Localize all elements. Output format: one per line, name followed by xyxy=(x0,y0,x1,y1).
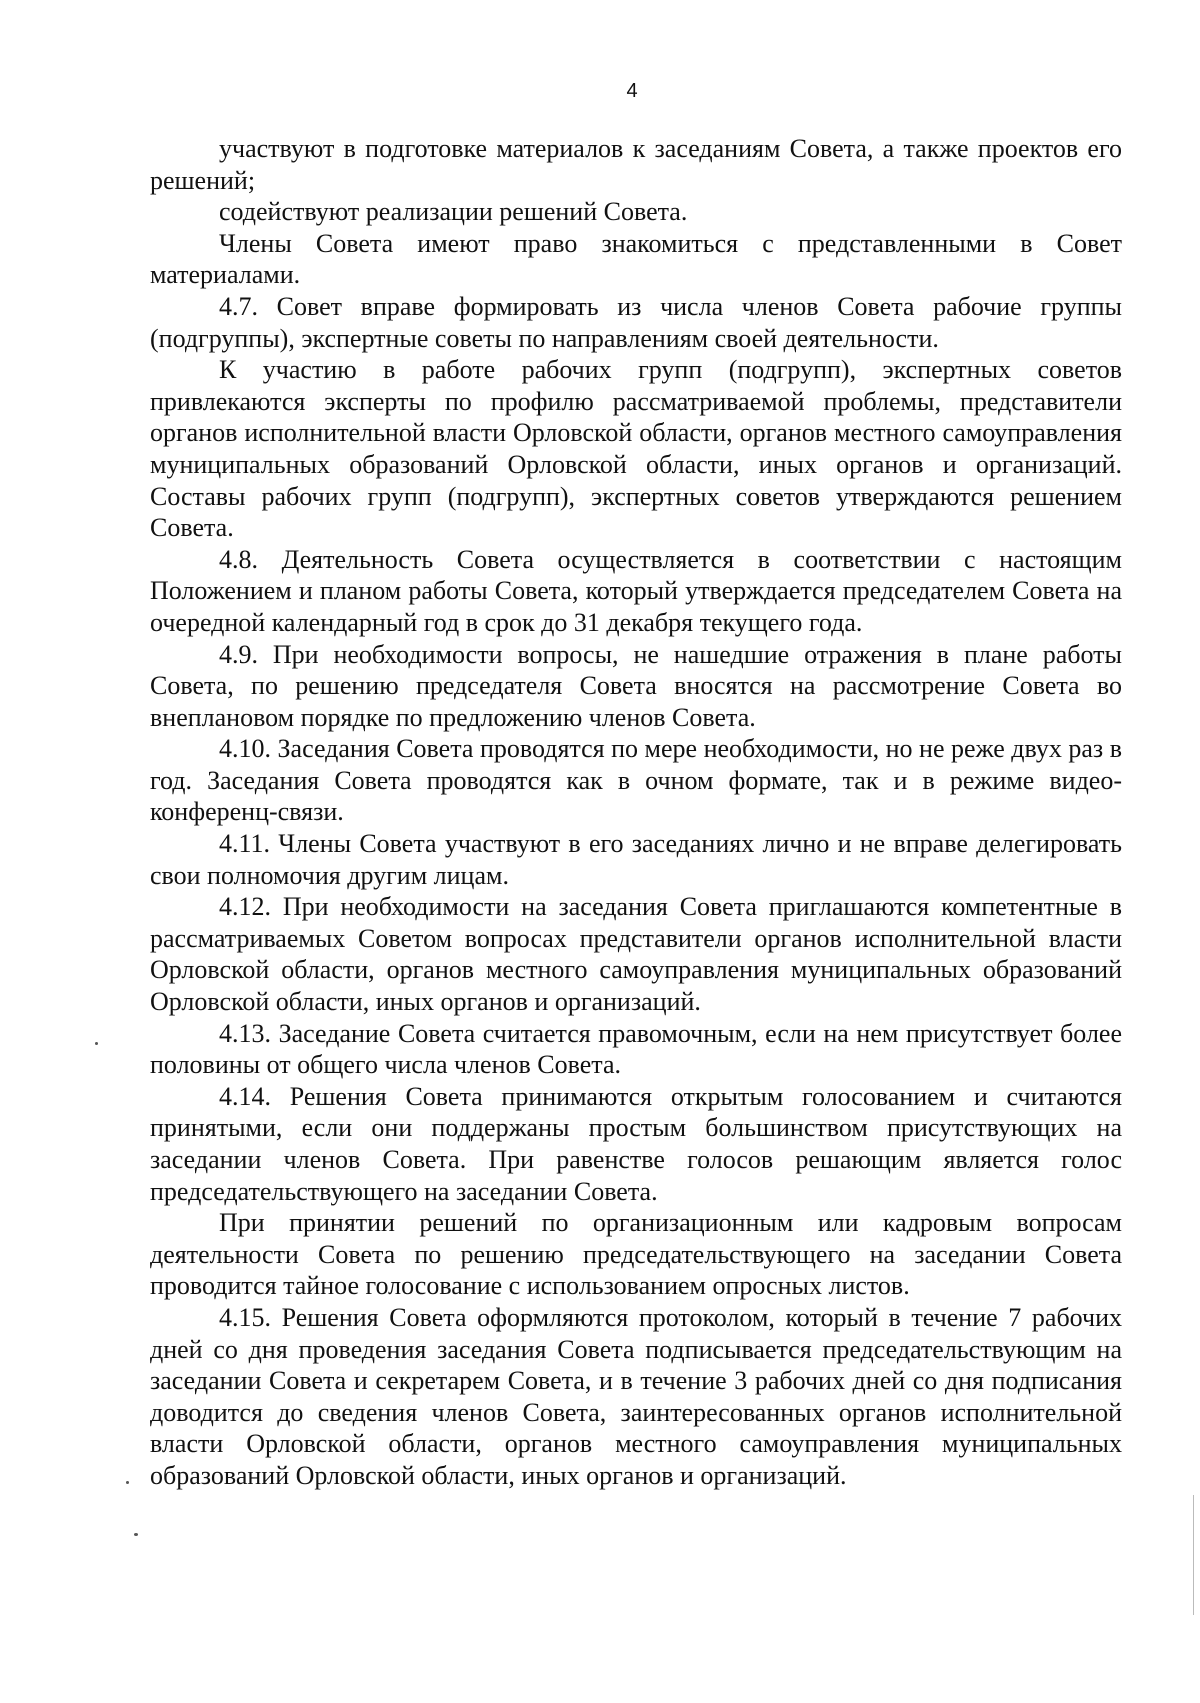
page-number: 4 xyxy=(626,80,638,102)
document-body xyxy=(150,133,1122,1492)
paragraph: 4.13. Заседание Совета считается правомочным, если на нем присутствует более половины от общего числа членов Совета. xyxy=(150,1018,1122,1080)
paragraph: 4.11. Члены Совета участвуют в его заседаниях лично и не вправе делегировать свои полномочия другим лицам. xyxy=(150,829,1122,890)
paragraph: К участию в работе рабочих групп (подгрупп), экспертных советов привлекаются эксперты по профилю рассматриваемой проблемы, представители органов исполнительной власти Орловской области, органов местного самоуправления муниципальных образований Орловской области, иных органов и организаций. Составы рабочих групп (подгрупп), экспертных советов утверждаются решением Совета. xyxy=(150,355,1122,543)
paragraph: 4.9. При необходимости вопросы, не нашедшие отражения в плане работы Совета, по решению председателя Совета вносятся на рассмотрение Совета во внеплановом порядке по предложению членов Совета. xyxy=(150,639,1122,732)
paragraph: 4.15. Решения Совета оформляются протоколом, который в течение 7 рабочих дней со дня проведения заседания Совета подписывается председательствующим на заседании Совета и секретарем Совета, и в течение 3 рабочих дней со дня подписания доводится до сведения членов Совета, заинтересованных органов исполнительной власти Орловской области, органов местного самоуправления муниципальных образований Орловской области, иных органов и организаций. xyxy=(150,1302,1122,1490)
paragraph: Члены Совета имеют право знакомиться с представленными в Совет материалами. xyxy=(150,228,1122,290)
paragraph: 4.10. Заседания Совета проводятся по мере необходимости, но не реже двух раз в год. Заседания Совета проводятся как в очном формате, так и в режиме видео-конференц-связи. xyxy=(150,734,1122,827)
paragraph: участвуют в подготовке материалов к заседаниям Совета, а также проектов его решений; xyxy=(150,134,1122,195)
scan-edge-mark xyxy=(1193,1495,1194,1615)
scan-speck xyxy=(126,1481,129,1484)
scan-speck xyxy=(95,1042,98,1045)
paragraph: При принятии решений по организационным или кадровым вопросам деятельности Совета по решению председательствующего на заседании Совета проводится тайное голосование с использованием опросных листов. xyxy=(150,1208,1122,1301)
paragraph: содействуют реализации решений Совета. xyxy=(219,197,688,227)
paragraph: 4.12. При необходимости на заседания Совета приглашаются компетентные в рассматриваемых Советом вопросах представители органов исполнительной власти Орловской области, органов местного самоуправления муниципальных образований Орловской области, иных органов и организаций. xyxy=(150,892,1122,1017)
scan-speck xyxy=(134,1533,138,1536)
paragraph: 4.14. Решения Совета принимаются открытым голосованием и считаются принятыми, если они поддержаны простым большинством присутствующих на заседании членов Совета. При равенстве голосов решающим является голос председательствующего на заседании Совета. xyxy=(150,1081,1122,1206)
paragraph: 4.7. Совет вправе формировать из числа членов Совета рабочие группы (подгруппы), экспертные советы по направлениям своей деятельности. xyxy=(150,291,1122,353)
paragraph: 4.8. Деятельность Совета осуществляется в соответствии с настоящим Положением и планом работы Совета, который утверждается председателем Совета на очередной календарный год в срок до 31 декабря текущего года. xyxy=(150,544,1122,637)
